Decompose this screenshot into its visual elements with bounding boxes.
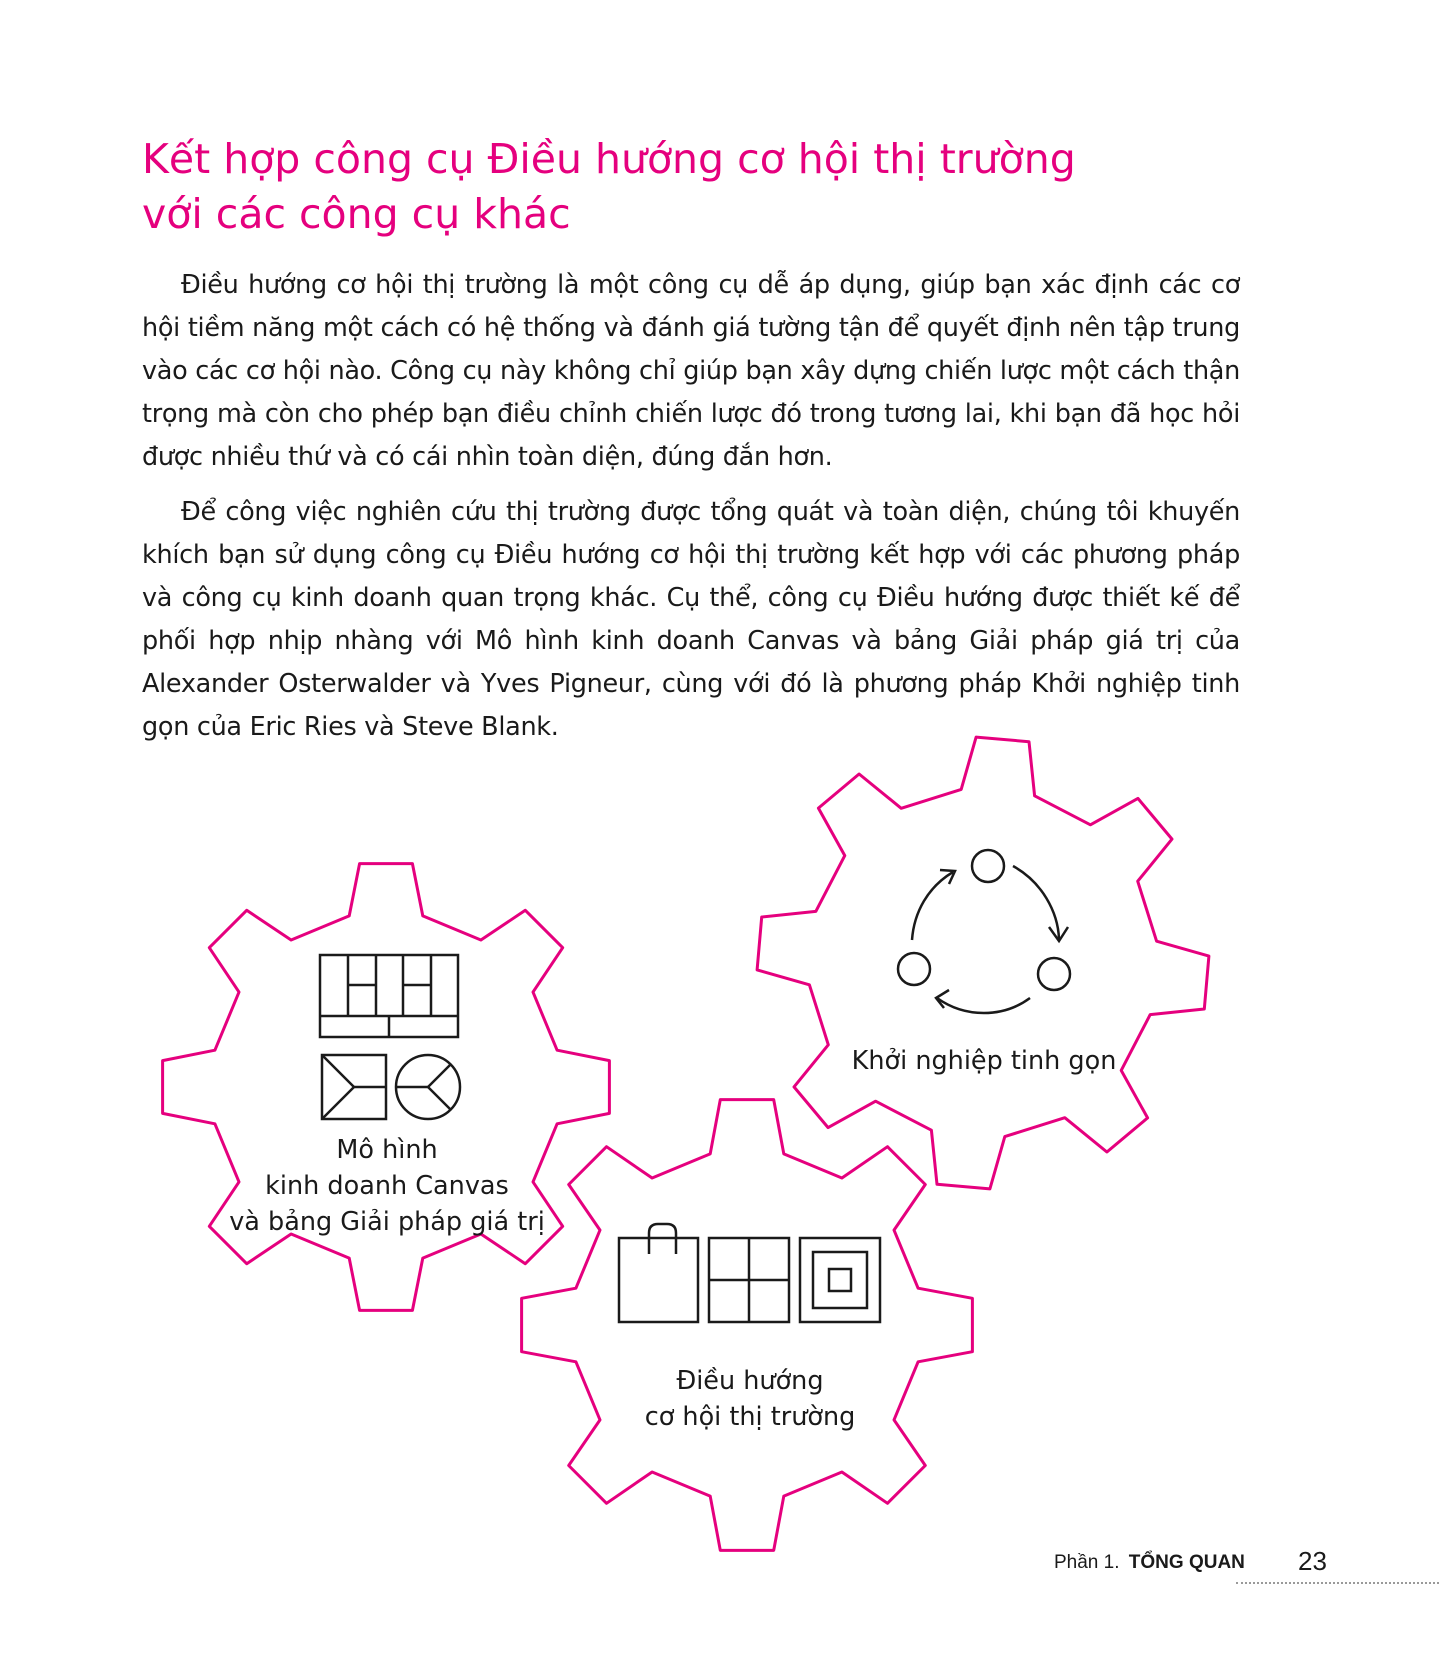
gear-navigator-outline (522, 1100, 973, 1551)
footer-dotted-rule (1236, 1582, 1439, 1584)
paragraph-2: Để công việc nghiên cứu thị trường được tổng quát và toàn diện, chúng tôi khuyến khích bạn sử dụng công cụ Điều hướng cơ hội thị trường kết hợp với các phương pháp và công cụ kinh doanh quan trọng khác. Cụ thể, công cụ Điều hướng được thiết kế để phối hợp nhịp nhàng với Mô hình kinh doanh Canvas và bảng Giải pháp giá trị của Alexander Osterwalder và Yves Pigneur, cùng với đó là phương pháp Khởi nghiệp tinh gọn của Eric Ries và Steve Blank. (142, 497, 1240, 742)
footer-part-label: Phần 1. (1054, 1552, 1120, 1573)
paragraph-1: Điều hướng cơ hội thị trường là một công cụ dễ áp dụng, giúp bạn xác định các cơ hội tiềm năng một cách có hệ thống và đánh giá tường tận để quyết định nên tập trung vào các cơ hội nào. Công cụ này không chỉ giúp bạn xây dựng chiến lược một cách thận trọng mà còn cho phép bạn điều chỉnh chiến lược đó trong tương lai, khi bạn đã học hỏi được nhiều thứ và có cái nhìn toàn diện, đúng đắn hơn. (142, 270, 1240, 472)
gear-lean-label: Khởi nghiệp tinh gọn (851, 1046, 1117, 1076)
gear-navigator-label-1: Điều hướng (676, 1366, 824, 1396)
page-number: 23 (1298, 1546, 1327, 1576)
gear-lean-outline (757, 737, 1209, 1189)
footer-section (1054, 1552, 1245, 1574)
gear-navigator-label-2: cơ hội thị trường (644, 1402, 856, 1432)
footer-section-title: TỔNG QUAN (1128, 1552, 1245, 1573)
gear-canvas-label-2: kinh doanh Canvas (265, 1171, 509, 1201)
gear-canvas-label-3: và bảng Giải pháp giá trị (229, 1207, 545, 1237)
gear-canvas-label-1: Mô hình (336, 1135, 438, 1165)
title-line-2: với các công cụ khác (142, 190, 571, 238)
title-line-1: Kết hợp công cụ Điều hướng cơ hội thị trường (142, 135, 1076, 183)
